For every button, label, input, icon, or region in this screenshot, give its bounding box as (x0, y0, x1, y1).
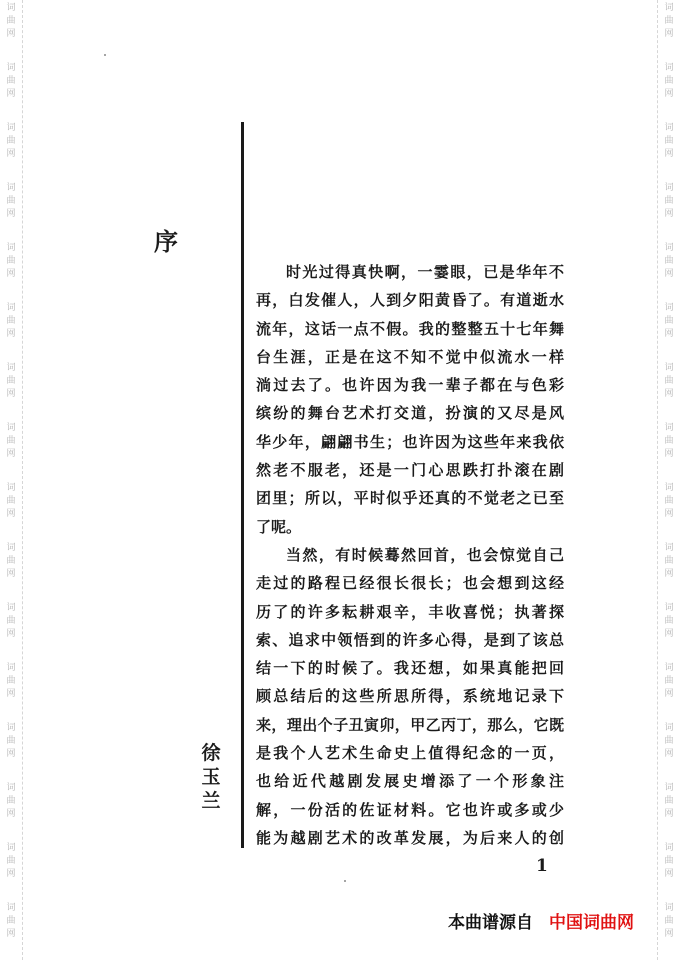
watermark-glyph: 网 (664, 389, 674, 399)
text-line: 解，一份活的佐证材料。它也许或多或少 (256, 800, 564, 819)
watermark-glyph: 网 (6, 929, 16, 939)
watermark-glyph: 词 (664, 423, 674, 433)
watermark-glyph: 词 (6, 243, 16, 253)
watermark-cell (658, 602, 680, 641)
watermark-glyph: 词 (6, 63, 16, 73)
watermark-cell (0, 422, 22, 461)
watermark-cell (0, 482, 22, 521)
author-char: 兰 (201, 790, 221, 812)
watermark-glyph: 网 (6, 149, 16, 159)
watermark-cell (658, 782, 680, 821)
watermark-glyph: 词 (664, 243, 674, 253)
text-line: 缤纷的舞台艺术打交道，扮演的又尽是风 (256, 404, 564, 423)
watermark-glyph: 词 (664, 603, 674, 613)
watermark-glyph: 曲 (6, 136, 16, 146)
watermark-glyph: 词 (6, 423, 16, 433)
watermark-glyph: 网 (664, 209, 674, 219)
watermark-cell (0, 842, 22, 881)
right-watermark-strip (657, 0, 680, 960)
text-line: 台生涯，正是在这不知不觉中似流水一样 (256, 347, 564, 366)
watermark-glyph: 曲 (6, 556, 16, 566)
site-name-link[interactable]: 中国词曲网 (549, 913, 634, 933)
text-line: 然老不服老，还是一门心思跌打扑滚在剧 (256, 461, 564, 480)
watermark-glyph: 网 (6, 449, 16, 459)
watermark-glyph: 网 (664, 629, 674, 639)
author-char: 徐 (201, 742, 221, 764)
scan-speck (344, 880, 346, 882)
source-footer (448, 908, 634, 933)
watermark-glyph: 词 (664, 363, 674, 373)
watermark-glyph: 网 (664, 929, 674, 939)
watermark-glyph: 曲 (664, 676, 674, 686)
watermark-glyph: 网 (664, 329, 674, 339)
watermark-glyph: 曲 (664, 76, 674, 86)
text-line: 顾总结后的这些所思所得，系统地记录下 (256, 687, 564, 706)
watermark-cell (658, 302, 680, 341)
watermark-glyph: 网 (664, 569, 674, 579)
watermark-glyph: 网 (664, 269, 674, 279)
text-line: 索、追求中领悟到的许多心得，是到了该总 (256, 630, 564, 649)
watermark-cell (658, 2, 680, 41)
watermark-cell (658, 662, 680, 701)
watermark-cell (0, 122, 22, 161)
watermark-glyph: 曲 (6, 16, 16, 26)
watermark-glyph: 网 (6, 509, 16, 519)
watermark-cell (658, 122, 680, 161)
watermark-glyph: 曲 (6, 496, 16, 506)
text-line: 也给近代越剧发展史增添了一个形象注 (256, 772, 564, 791)
watermark-glyph: 词 (6, 843, 16, 853)
watermark-glyph: 词 (6, 363, 16, 373)
watermark-cell (658, 182, 680, 221)
text-line: 是我个人艺术生命史上值得纪念的一页， (256, 744, 564, 763)
watermark-cell (0, 242, 22, 281)
watermark-glyph: 词 (664, 123, 674, 133)
watermark-cell (0, 662, 22, 701)
watermark-cell (0, 782, 22, 821)
watermark-glyph: 曲 (664, 376, 674, 386)
watermark-glyph: 词 (6, 603, 16, 613)
watermark-glyph: 网 (6, 569, 16, 579)
text-line: 团里；所以，平时似乎还真的不觉老之已至 (256, 489, 564, 508)
watermark-glyph: 曲 (664, 736, 674, 746)
watermark-glyph: 词 (6, 903, 16, 913)
text-line: 了呢。 (256, 517, 302, 536)
watermark-glyph: 曲 (6, 316, 16, 326)
text-line: 流年，这话一点不假。我的整整五十七年舞 (256, 319, 564, 338)
watermark-cell (658, 482, 680, 521)
watermark-glyph: 网 (664, 29, 674, 39)
scan-speck (104, 54, 106, 56)
watermark-cell (658, 842, 680, 881)
watermark-glyph: 词 (664, 723, 674, 733)
watermark-cell (658, 62, 680, 101)
watermark-cell (0, 62, 22, 101)
watermark-glyph: 网 (664, 89, 674, 99)
watermark-glyph: 网 (6, 389, 16, 399)
watermark-glyph: 曲 (664, 316, 674, 326)
watermark-glyph: 词 (664, 303, 674, 313)
watermark-glyph: 曲 (664, 916, 674, 926)
page-title: 序 (154, 228, 178, 256)
watermark-cell (0, 182, 22, 221)
vertical-rule (241, 122, 244, 848)
watermark-glyph: 网 (6, 29, 16, 39)
text-line: 时光过得真快啊，一霎眼，已是华年不 (286, 263, 564, 281)
paragraph-1 (256, 258, 564, 541)
watermark-cell (658, 362, 680, 401)
watermark-cell (658, 422, 680, 461)
watermark-glyph: 曲 (6, 736, 16, 746)
watermark-glyph: 曲 (6, 676, 16, 686)
watermark-glyph: 曲 (664, 496, 674, 506)
watermark-glyph: 词 (664, 543, 674, 553)
text-line: 当然，有时候蓦然回首，也会惊觉自己 (286, 545, 564, 564)
watermark-glyph: 网 (6, 869, 16, 879)
text-line: 华少年，翩翩书生；也许因为这些年来我依 (256, 432, 564, 451)
watermark-glyph: 词 (6, 543, 16, 553)
watermark-glyph: 网 (664, 689, 674, 699)
watermark-glyph: 词 (6, 123, 16, 133)
watermark-glyph: 网 (6, 749, 16, 759)
watermark-glyph: 曲 (664, 436, 674, 446)
text-line: 来，理出个子丑寅卯，甲乙丙丁，那么，它既 (256, 715, 564, 734)
text-line: 再，白发催人，人到夕阳黄昏了。有道逝水 (256, 291, 564, 310)
text-line: 历了的许多耘耕艰辛，丰收喜悦；执著探 (256, 602, 564, 621)
watermark-glyph: 词 (664, 663, 674, 673)
watermark-glyph: 词 (664, 63, 674, 73)
watermark-glyph: 词 (6, 783, 16, 793)
watermark-cell (0, 722, 22, 761)
watermark-cell (658, 242, 680, 281)
watermark-glyph: 词 (664, 3, 674, 13)
watermark-glyph: 曲 (664, 136, 674, 146)
watermark-glyph: 词 (664, 183, 674, 193)
watermark-glyph: 网 (664, 809, 674, 819)
watermark-cell (0, 2, 22, 41)
watermark-glyph: 网 (6, 89, 16, 99)
watermark-glyph: 曲 (664, 856, 674, 866)
watermark-glyph: 网 (664, 149, 674, 159)
watermark-glyph: 词 (6, 183, 16, 193)
watermark-glyph: 词 (664, 783, 674, 793)
watermark-glyph: 网 (6, 689, 16, 699)
watermark-glyph: 网 (6, 629, 16, 639)
watermark-glyph: 网 (6, 269, 16, 279)
watermark-glyph: 词 (664, 843, 674, 853)
watermark-glyph: 曲 (6, 256, 16, 266)
watermark-cell (0, 602, 22, 641)
watermark-glyph: 曲 (6, 796, 16, 806)
watermark-glyph: 曲 (6, 76, 16, 86)
watermark-glyph: 曲 (664, 556, 674, 566)
watermark-glyph: 词 (6, 3, 16, 13)
watermark-glyph: 网 (664, 509, 674, 519)
text-line: 走过的路程已经很长很长；也会想到这经 (256, 574, 564, 593)
watermark-glyph: 词 (6, 483, 16, 493)
watermark-glyph: 网 (664, 869, 674, 879)
page-number: 1 (536, 856, 548, 876)
watermark-cell (658, 542, 680, 581)
watermark-cell (0, 902, 22, 941)
author-name (200, 741, 222, 813)
author-char: 玉 (201, 766, 221, 788)
watermark-glyph: 曲 (664, 796, 674, 806)
watermark-glyph: 词 (6, 303, 16, 313)
watermark-glyph: 曲 (664, 616, 674, 626)
watermark-glyph: 词 (6, 723, 16, 733)
watermark-cell (0, 302, 22, 341)
watermark-glyph: 曲 (6, 196, 16, 206)
watermark-glyph: 网 (6, 329, 16, 339)
watermark-glyph: 网 (664, 749, 674, 759)
watermark-glyph: 词 (664, 483, 674, 493)
left-watermark-strip (0, 0, 23, 960)
watermark-glyph: 曲 (664, 16, 674, 26)
watermark-cell (658, 902, 680, 941)
watermark-cell (0, 542, 22, 581)
watermark-cell (0, 362, 22, 401)
watermark-glyph: 网 (6, 209, 16, 219)
watermark-glyph: 曲 (6, 916, 16, 926)
watermark-glyph: 曲 (6, 616, 16, 626)
watermark-cell (658, 722, 680, 761)
watermark-glyph: 曲 (6, 856, 16, 866)
watermark-glyph: 词 (664, 903, 674, 913)
paragraph-2 (256, 541, 564, 852)
watermark-glyph: 曲 (6, 376, 16, 386)
text-line: 能为越剧艺术的改革发展，为后来人的创 (256, 828, 564, 847)
watermark-glyph: 曲 (6, 436, 16, 446)
text-line: 结一下的时候了。我还想，如果真能把回 (256, 659, 564, 678)
preface-body (256, 258, 564, 852)
watermark-glyph: 词 (6, 663, 16, 673)
text-line: 淌过去了。也许因为我一辈子都在与色彩 (256, 376, 564, 395)
watermark-glyph: 网 (6, 809, 16, 819)
watermark-glyph: 曲 (664, 196, 674, 206)
source-label: 本曲谱源自 (448, 913, 533, 933)
watermark-glyph: 曲 (664, 256, 674, 266)
watermark-glyph: 网 (664, 449, 674, 459)
